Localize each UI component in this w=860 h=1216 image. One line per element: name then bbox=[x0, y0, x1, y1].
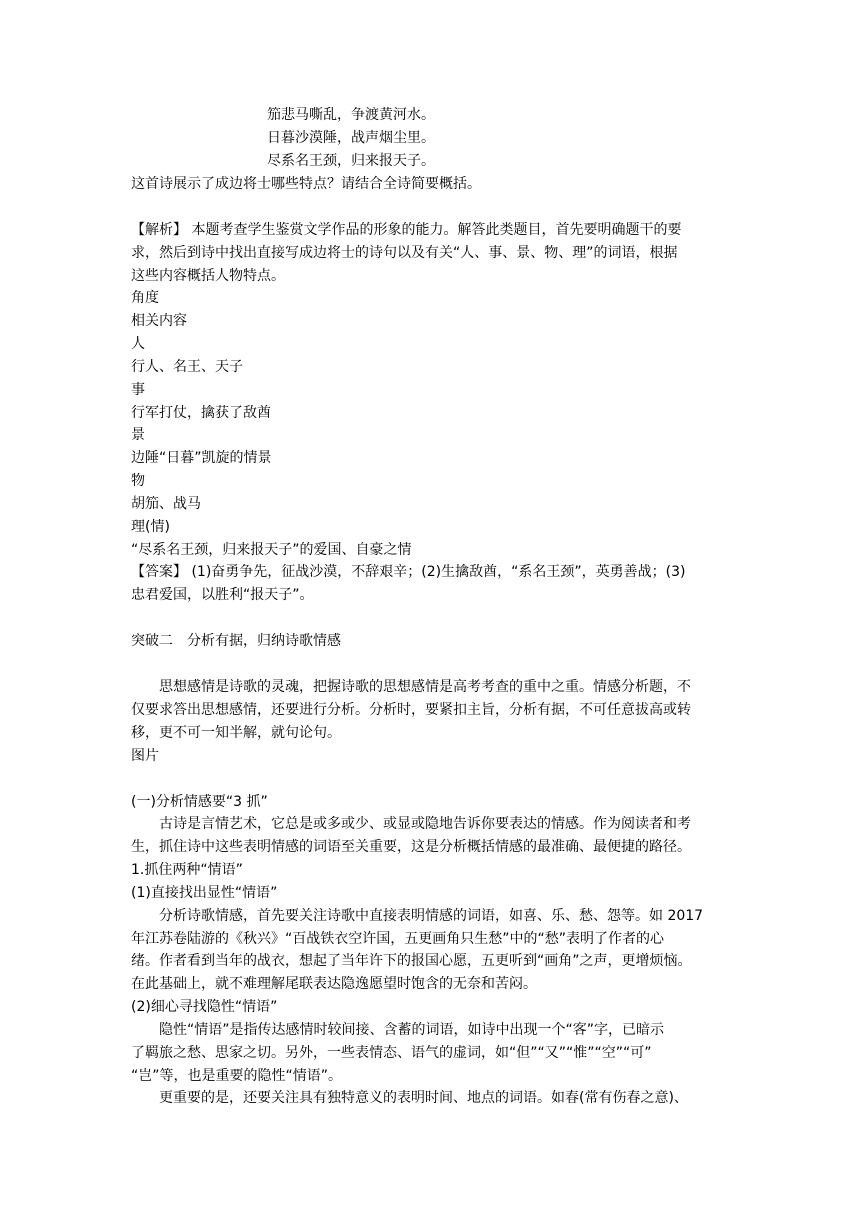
answer-line-1 bbox=[131, 561, 685, 583]
analysis-line-2: 求，然后到诗中找出直接写成边将士的诗句以及有关“人、事、景、物、理”的词语，根据 bbox=[131, 245, 678, 261]
table-row-2-content: 行军打仗，擒获了敌酋 bbox=[131, 405, 271, 421]
question-text: 这首诗展示了成边将士哪些特点？请结合全诗简要概括。 bbox=[131, 176, 481, 192]
paragraph-2-line-1: 分析诗歌情感，首先要关注诗歌中直接表明情感的词语，如喜、乐、愁、怨等。如 2017 bbox=[159, 908, 704, 924]
table-header-angle: 角度 bbox=[131, 290, 159, 306]
paragraph-2-line-2: 年江苏卷陆游的《秋兴》“百战铁衣空许国，五更画角只生愁”中的“愁”表明了作者的心 bbox=[131, 931, 665, 947]
poem-line-1: 笳悲马嘶乱，争渡黄河水。 bbox=[267, 107, 435, 123]
answer-line-2: 忠君爱国，以胜利“报天子”。 bbox=[131, 587, 314, 603]
subsection-1-title: (一)分析情感要“3 抓” bbox=[131, 794, 268, 810]
section-2-paragraph-line-1: 思想感情是诗歌的灵魂，把握诗歌的思想感情是高考考查的重中之重。情感分析题，不 bbox=[159, 679, 691, 695]
analysis-line-1 bbox=[131, 219, 681, 241]
analysis-text: 本题考查学生鉴赏文学作品的形象的能力。解答此类题目，首先要明确题干的要 bbox=[187, 222, 682, 238]
image-placeholder-text: 图片 bbox=[131, 748, 159, 764]
table-row-5-angle: 理(情) bbox=[131, 519, 170, 535]
section-2-paragraph-line-3: 移，更不可一知半解，就句论句。 bbox=[131, 725, 341, 741]
table-row-1-angle: 人 bbox=[131, 336, 145, 352]
section-2-title: 突破二 分析有据，归纳诗歌情感 bbox=[131, 633, 341, 649]
poem-line-2: 日暮沙漠陲，战声烟尘里。 bbox=[267, 130, 435, 146]
table-header-content: 相关内容 bbox=[131, 313, 187, 329]
heading-1: 1.抓住两种“情语” bbox=[131, 862, 243, 878]
subsection-1-paragraph-line-2: 生，抓住诗中这些表明情感的词语至关重要，这是分析概括情感的最准确、最便捷的路径。 bbox=[131, 839, 691, 855]
section-2-paragraph-line-2: 仅要求答出思想感情，还要进行分析。分析时，要紧扣主旨，分析有据，不可任意拔高或转 bbox=[131, 702, 691, 718]
table-row-5-content: “尽系名王颈，归来报天子”的爱国、自豪之情 bbox=[131, 542, 412, 558]
answer-label: 【答案】 bbox=[131, 564, 187, 580]
answer-text: (1)奋勇争先，征战沙漠，不辞艰辛；(2)生擒敌酋，“系名王颈”，英勇善战；(3) bbox=[187, 564, 686, 580]
paragraph-2-line-3: 绪。作者看到当年的战衣，想起了当年许下的报国心愿，五更听到“画角”之声，更增烦恼。 bbox=[131, 953, 692, 969]
table-row-2-angle: 事 bbox=[131, 382, 145, 398]
table-row-3-content: 边陲“日暮”凯旋的情景 bbox=[131, 450, 272, 466]
poem-line-3: 尽系名王颈，归来报天子。 bbox=[267, 153, 435, 169]
heading-1b: (2)细心寻找隐性“情语” bbox=[131, 999, 278, 1015]
subsection-1-paragraph-line-1: 古诗是言情艺术，它总是或多或少、或显或隐地告诉你要表达的情感。作为阅读者和考 bbox=[159, 816, 691, 832]
paragraph-3-line-1: 隐性“情语”是指传达感情时较间接、含蓄的词语，如诗中出现一个“客”字，已暗示 bbox=[159, 1022, 665, 1038]
table-row-3-angle: 景 bbox=[131, 427, 145, 443]
table-row-4-content: 胡笳、战马 bbox=[131, 496, 201, 512]
paragraph-3-line-2: 了羁旅之愁、思家之切。另外，一些表情态、语气的虚词，如“但”“又”“惟”“空”“可” bbox=[131, 1045, 652, 1061]
paragraph-4-line-1: 更重要的是，还要关注具有独特意义的表明时间、地点的词语。如春(常有伤春之意)、 bbox=[159, 1090, 688, 1106]
paragraph-2-line-4: 在此基础上，就不难理解尾联表达隐逸愿望时饱含的无奈和苦闷。 bbox=[131, 976, 537, 992]
table-row-4-angle: 物 bbox=[131, 473, 145, 489]
heading-1a: (1)直接找出显性“情语” bbox=[131, 885, 278, 901]
analysis-label: 【解析】 bbox=[131, 222, 187, 238]
paragraph-3-line-3: “岂”等，也是重要的隐性“情语”。 bbox=[131, 1068, 343, 1084]
analysis-line-3: 这些内容概括人物特点。 bbox=[131, 268, 285, 284]
table-row-1-content: 行人、名王、天子 bbox=[131, 359, 243, 375]
